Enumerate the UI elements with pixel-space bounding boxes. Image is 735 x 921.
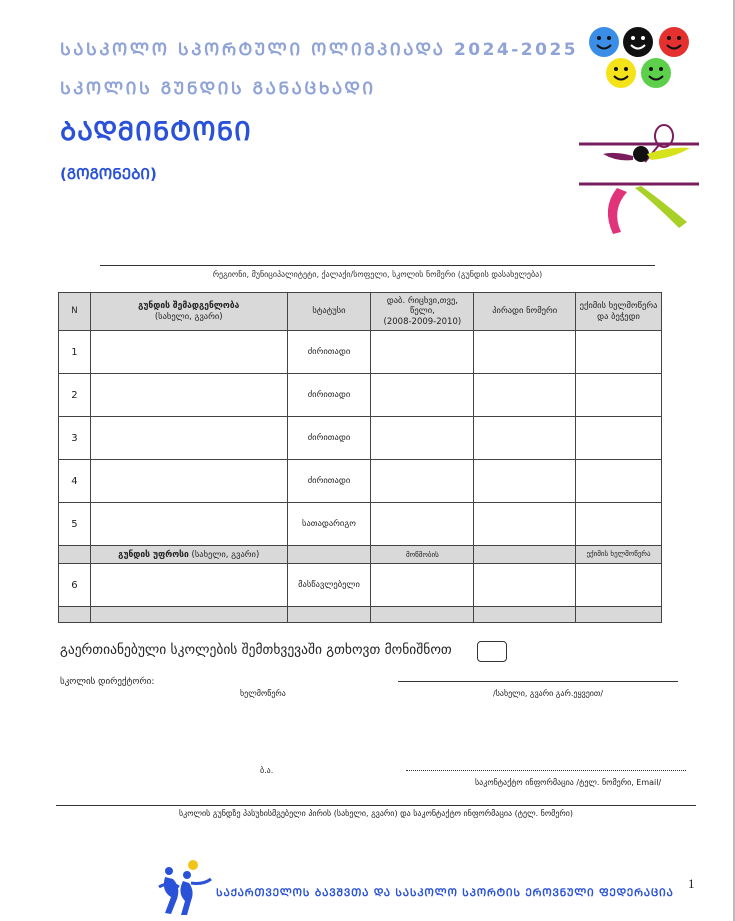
personal-id-cell[interactable] [474,417,576,460]
personal-id-cell[interactable] [474,374,576,417]
header-birth-date: დაბ. რიცხვი,თვე, წელი, (2008-2009-2010) [371,293,474,331]
smiley-red-icon [659,27,689,57]
row-number: 3 [59,417,91,460]
responsible-person-line[interactable] [56,805,696,806]
coach-header-row [59,546,662,564]
mixed-schools-checkbox[interactable] [477,641,507,662]
doctor-signature-cell[interactable] [576,374,662,417]
responsible-person-caption: სკოლის გუნდზე პასუხისმგებელი პირის (სახელი, გვარი) და საკონტაქტო ინფორმაცია (ტელ. ნომერი) [178,809,574,818]
smiley-black-icon [623,27,653,57]
name-caption: /სახელი, გვარი გარ.ეყვეით/ [493,689,604,698]
director-name-line[interactable] [398,681,678,682]
row-number: 2 [59,374,91,417]
birth-date-cell[interactable] [371,417,474,460]
personal-id-cell[interactable] [474,331,576,374]
federation-logo [155,857,217,917]
personal-id-cell[interactable] [474,503,576,546]
coach-row [59,564,662,607]
header-personal-id: პირადი ნომერი [474,293,576,331]
signature-caption: ხელმოწერა [240,689,286,698]
gender-label: (ᲒᲝᲒᲝᲜᲔᲑᲘ) [60,165,157,183]
smiley-yellow-icon [606,58,636,88]
smiley-green-icon [641,58,671,88]
doctor-signature-cell[interactable] [576,460,662,503]
birth-date-cell[interactable] [371,503,474,546]
table-row [59,417,662,460]
row-number: 5 [59,503,91,546]
contact-info-line[interactable] [406,770,686,771]
birth-date-cell[interactable] [371,374,474,417]
member-name-cell[interactable] [90,374,287,417]
header-olympiad-title: ᲡᲐᲡᲙᲝᲚᲝ ᲡᲞᲝᲠᲢᲣᲚᲘ ᲝᲚᲘᲛᲞᲘᲐᲓᲐ 2024-2025 [60,40,579,60]
mixed-schools-label: გაერთიანებული სკოლების შემთხვევაში გთხოვთ მონიშნოთ [60,642,452,658]
table-header-row [59,293,662,331]
contact-caption: საკონტაქტო ინფორმაცია /ტელ. ნომერი, Email/ [475,778,662,787]
table-row [59,460,662,503]
region-input-line[interactable] [100,265,655,266]
status-cell: ძირითადი [287,331,371,374]
status-cell: ძირითადი [287,460,371,503]
stamp-label: ბ.ა. [260,766,274,775]
member-name-cell[interactable] [90,331,287,374]
coach-extra-cell[interactable] [474,564,576,607]
coach-header-blank [474,546,576,564]
doctor-signature-cell[interactable] [576,417,662,460]
status-cell: ძირითადი [287,374,371,417]
table-row [59,374,662,417]
federation-name: ᲡᲐᲥᲐᲠᲗᲕᲔᲚᲝᲡ ᲑᲐᲕᲨᲕᲗᲐ ᲓᲐ ᲡᲐᲡᲙᲝᲚᲝ ᲡᲞᲝᲠᲢᲘᲡ ᲔᲠᲝᲕᲜᲣᲚᲘ ᲤᲔᲓᲔᲠᲐᲪᲘᲐ [216,887,674,899]
member-name-cell[interactable] [90,503,287,546]
coach-header-blank [59,546,91,564]
region-caption: რეგიონი, მუნიციპალიტეტი, ქალაქი/სოფელი, სკოლის ნომერი (გუნდის დასახელება) [212,270,543,279]
olympic-smileys-logo [588,26,692,90]
member-name-cell[interactable] [90,460,287,503]
row-number: 4 [59,460,91,503]
doctor-signature-cell[interactable] [576,331,662,374]
page-number: 1 [688,876,695,891]
coach-id-label: მოწმობის [371,546,474,564]
smiley-blue-icon [589,27,619,57]
coach-header-blank [287,546,371,564]
status-cell: სათადარიგო [287,503,371,546]
header-members: გუნდის შემადგენლობა (სახელი, გვარი) [90,293,287,331]
coach-id-cell[interactable] [371,564,474,607]
birth-date-cell[interactable] [371,331,474,374]
header-n: N [59,293,91,331]
header-status: სტატუსი [287,293,371,331]
team-roster-table [58,292,662,623]
table-row [59,503,662,546]
personal-id-cell[interactable] [474,460,576,503]
sport-title: ᲑᲐᲓᲛᲘᲜᲢᲝᲜᲘ [60,117,252,147]
doctor-signature-cell[interactable] [576,503,662,546]
shuttle-icon [633,146,649,162]
coach-sign-label: ექიმის ხელმოწერა [576,546,662,564]
table-row [59,331,662,374]
birth-date-cell[interactable] [371,460,474,503]
table-footer-row [59,607,662,623]
coach-header-label: გუნდის უფროსი (სახელი, გვარი) [90,546,287,564]
badminton-logo [575,118,703,240]
header-doctor-signature: ექიმის ხელმოწერა და ბეჭედი [576,293,662,331]
row-number: 1 [59,331,91,374]
status-cell: მასწავლებელი [287,564,371,607]
coach-name-cell[interactable] [90,564,287,607]
coach-signature-cell[interactable] [576,564,662,607]
status-cell: ძირითადი [287,417,371,460]
row-number: 6 [59,564,91,607]
director-label: სკოლის დირექტორი: [60,677,155,687]
header-application-title: ᲡᲙᲝᲚᲘᲡ ᲒᲣᲜᲓᲘᲡ ᲒᲐᲜᲐᲪᲮᲐᲓᲘ [60,79,376,99]
member-name-cell[interactable] [90,417,287,460]
